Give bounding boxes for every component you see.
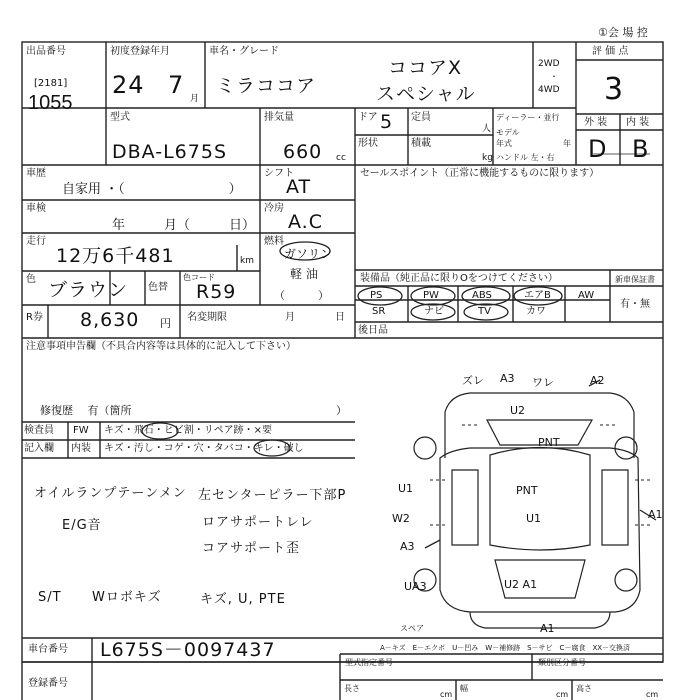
car-model: ミラココア [216, 75, 317, 97]
doors-label: ドア [358, 112, 378, 123]
dealer-label: ディーラー・並行 [496, 113, 560, 122]
equipment-label: 装備品（純正品に限りOをつけてください） [360, 273, 558, 284]
mark-u1-left: U1 [398, 482, 414, 495]
type-value: DBA-L675S [112, 141, 228, 163]
reg-no-label: 登録番号 [28, 678, 68, 689]
recycle-label: R券 [26, 312, 43, 323]
dealer-year-unit: 年 [563, 139, 571, 148]
mark-u2-a1: U2 A1 [504, 578, 538, 591]
chassis-value: L675S－0097437 [100, 639, 276, 661]
displacement-label: 排気量 [264, 112, 294, 123]
inspector-row2: キズ・汚し・コゲ・穴・タバコ・キレ・破し [104, 443, 304, 454]
mark-pnt-2: PNT [516, 484, 538, 497]
shift-value: AT [286, 176, 312, 198]
venue-label: ①会 場 控 [598, 26, 648, 39]
drive-dot: ・ [550, 72, 558, 81]
score-value: 3 [604, 72, 625, 107]
bottom-model-code-label: 型式指定番号 [345, 658, 393, 667]
lot-number: 1055 [28, 92, 73, 114]
dealer-handle-label: ハンドル 左・右 [496, 153, 555, 162]
mark-a1-right: A1 [648, 508, 663, 521]
mark-a1-bottom: A1 [540, 622, 555, 635]
mileage-unit: km [240, 256, 254, 266]
recycle-unit: 円 [160, 317, 171, 330]
bottom-class-code-label: 類別区分番号 [538, 658, 586, 667]
car-grade-2: スペシャル [376, 83, 476, 105]
bottom-length-unit: cm [440, 690, 453, 699]
inspector-row1: キズ・飛石・ヒビ割・リペア跡・×要 [104, 425, 272, 436]
drive-4wd: 4WD [538, 85, 560, 95]
inspector-label: 検査員 [24, 425, 54, 436]
fuel-label: 燃料 [264, 236, 284, 247]
mark-w2: W2 [392, 512, 410, 525]
ac-value: A.C [288, 211, 323, 233]
score-int-value: B [632, 135, 650, 163]
shift-label: シフト [264, 168, 294, 179]
score-ext-label: 外 装 [584, 117, 608, 128]
fuel-option-1: ガソリン [284, 247, 333, 261]
mark-a3-top: A3 [500, 372, 515, 385]
mark-ware: ワレ [532, 376, 554, 389]
name-change-day: 日 [335, 312, 345, 323]
notes-label: 注意事項申告欄（不具合内容等は具体的に記入して下さい） [26, 341, 296, 352]
hw-note-mid-4: キズ, U, PTE [200, 592, 286, 607]
recycle-value: 8,630 [80, 309, 140, 331]
car-grade-1: ココアX [388, 57, 463, 79]
lot-code: [2181] [34, 78, 68, 89]
equip-tv: TV [478, 306, 491, 317]
equip-abs: ABS [472, 290, 492, 301]
fuel-option-2: 軽 油 [290, 267, 318, 281]
equip-ps: PS [370, 290, 383, 301]
color-change-label: 色替 [148, 282, 168, 293]
bottom-height-unit: cm [646, 690, 659, 699]
drive-2wd: 2WD [538, 59, 560, 69]
hw-note-left-3: S/T [38, 590, 62, 605]
name-change-month: 月 [285, 312, 295, 323]
mark-ua3: UA3 [404, 580, 427, 593]
fixes-label: 後日品 [358, 325, 388, 336]
load-unit: kg [482, 153, 493, 163]
shape-label: 形状 [358, 138, 378, 149]
bottom-width-label: 幅 [460, 684, 468, 693]
history-label: 車歴 [26, 168, 46, 179]
repair-close: ） [336, 404, 347, 417]
ac-label: 冷房 [264, 203, 284, 214]
mark-u1-center: U1 [526, 512, 542, 525]
hw-note-mid-2: ロアサポートレレ [202, 515, 314, 530]
dealer-model-label: モデル [496, 128, 520, 137]
name-change-label: 名変期限 [187, 312, 227, 323]
warranty-value: 有・無 [620, 299, 650, 310]
mileage-label: 走行 [26, 236, 46, 247]
doors-value: 5 [380, 111, 394, 133]
color-code-label: 色コード [183, 273, 215, 282]
inspector-row1-head: FW [73, 425, 89, 436]
displacement-value: 660 [283, 141, 323, 163]
inspection-value: 年 月（ 日） [112, 218, 256, 233]
displacement-unit: cc [336, 153, 346, 163]
inspection-label: 車検 [26, 203, 46, 214]
inspector-label-2: 記入欄 [24, 443, 54, 454]
capacity-label: 定員 [411, 112, 431, 123]
mark-a2: A2 [590, 374, 605, 387]
legend: A－キズ E－エクボ U－凹み W－補修跡 S－サビ C－腐食 XX－交換済 [380, 644, 631, 652]
first-reg-label: 初度登録年月 [110, 46, 170, 57]
hw-note-left-2: E/G音 [62, 518, 102, 533]
first-reg-month: 7 [168, 71, 185, 99]
color-value: ブラウン [48, 279, 129, 301]
lot-label: 出品番号 [26, 46, 66, 57]
dealer-year-label: 年式 [496, 139, 512, 148]
hw-note-mid-3: コアサポート歪 [202, 541, 301, 556]
score-ext-value: D [588, 135, 608, 163]
inspector-row2-head: 内装 [71, 443, 91, 454]
bottom-length-label: 長さ [344, 684, 360, 693]
equip-navi: ナビ [424, 306, 444, 317]
outer-frame [22, 42, 663, 662]
repair-history: 修復歴 有（箇所 [40, 404, 132, 417]
color-code-value: R59 [196, 281, 237, 303]
mark-a3-left: A3 [400, 540, 415, 553]
mark-zure: ズレ [462, 374, 484, 387]
hw-note-left-4: Wロボキズ [92, 590, 162, 605]
sales-points-label: セールスポイント（正常に機能するものに限ります） [360, 168, 600, 179]
first-reg-year: 24 [112, 71, 145, 99]
history-value: 自家用 ・（ ） [62, 182, 242, 197]
first-reg-month-unit: 月 [190, 94, 200, 104]
mark-spare: スペア [400, 624, 424, 633]
equip-airbag: エアB [524, 290, 551, 301]
equip-sr: SR [372, 306, 386, 317]
equip-leather: カワ [526, 306, 546, 317]
bottom-height-label: 高さ [576, 684, 592, 693]
score-int-label: 内 装 [626, 117, 650, 128]
bottom-width-unit: cm [556, 690, 569, 699]
type-label: 型式 [110, 112, 130, 123]
capacity-unit: 人 [482, 124, 492, 134]
hw-note-mid-1: 左センターピラー下部P [198, 488, 347, 503]
color-label: 色 [26, 274, 36, 285]
mileage-value: 12万6千481 [56, 245, 175, 267]
score-label: 評 価 点 [592, 46, 629, 57]
mark-pnt-1: PNT [538, 436, 560, 449]
car-label: 車名・グレード [209, 46, 279, 57]
load-label: 積載 [411, 138, 431, 149]
hw-note-left-1: オイルランプテーンメン [34, 486, 187, 501]
equip-pw: PW [423, 290, 439, 301]
chassis-label: 車台番号 [28, 644, 68, 655]
car-diagram [414, 393, 640, 628]
fuel-other: （ ） [274, 289, 329, 302]
warranty-label: 新車保証書 [615, 275, 655, 284]
mark-u2: U2 [510, 404, 526, 417]
equip-aw: AW [578, 290, 595, 301]
